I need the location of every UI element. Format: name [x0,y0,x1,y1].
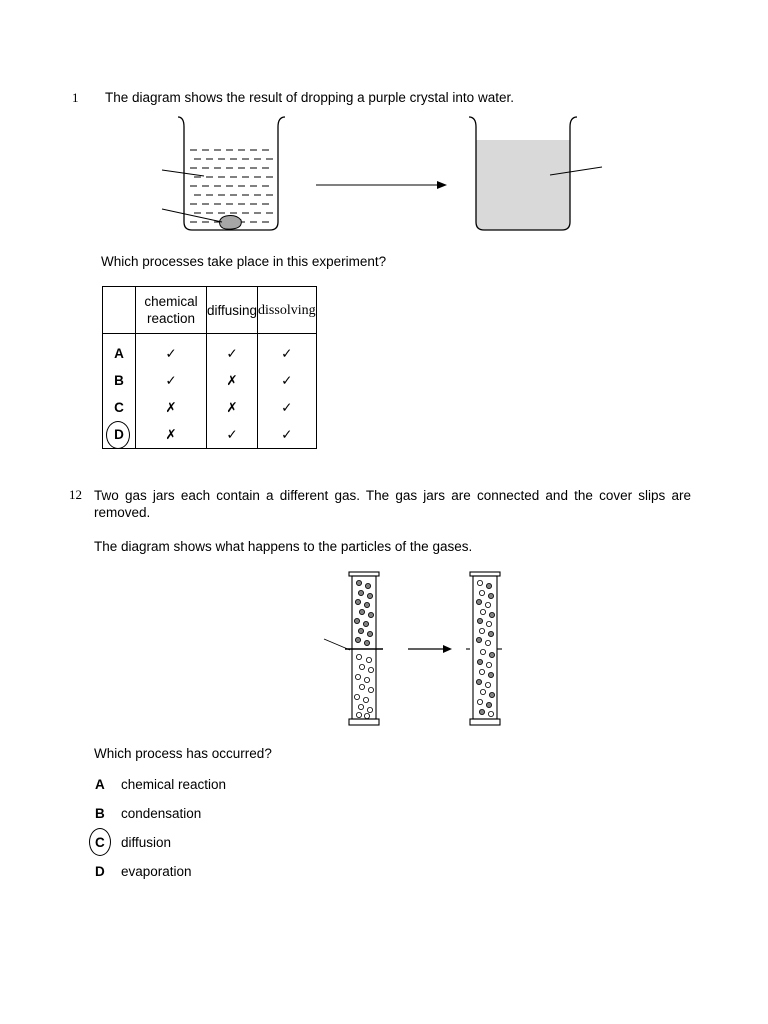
row-letter-text: D [114,427,124,442]
answer-circle [106,421,130,449]
particle-dark [354,618,359,623]
header-dissolving: dissolving [258,287,317,334]
mark-cell: ✗ [136,394,207,421]
mark-cell: ✗ [207,394,258,421]
particle-dark [476,679,481,684]
option-b[interactable] [95,805,201,823]
mark-cell: ✓ [258,334,317,368]
row-letter [103,421,136,449]
row-letter: C [103,394,136,421]
particle-dark [367,593,372,598]
particle-light [480,609,485,614]
particle-dark [365,583,370,588]
option-letter: D [95,864,105,879]
particle-light [486,621,491,626]
gas-jars-diagram [0,0,768,200]
particle-dark [364,602,369,607]
question-1-prompt: Which processes take place in this experiment? [101,254,387,269]
particle-dark [359,609,364,614]
particle-light [479,628,484,633]
table-row [103,394,317,421]
particle-dark [488,672,493,677]
option-letter-text: C [95,835,105,850]
mark-cell: ✓ [258,421,317,449]
particle-light [359,684,364,689]
particle-light [356,712,361,717]
question-1-text: The diagram shows the result of dropping a purple crystal into water. [105,90,514,105]
table-corner [103,287,136,334]
particle-light [477,580,482,585]
label-line-cover [324,639,350,650]
purple-crystal [220,216,242,230]
question-1-number: 1 [72,90,79,105]
particle-light [355,674,360,679]
mark-cell: ✓ [207,334,258,368]
particle-light [479,590,484,595]
header-diffusing: diffusing [207,287,258,334]
row-letter: A [103,334,136,368]
particle-dark [486,702,491,707]
table-row [103,421,317,449]
particle-light [358,704,363,709]
table-row [103,367,317,394]
particle-light [485,682,490,687]
question-12-text: Two gas jars each contain a different gas. The gas jars are connected and the cover slips are removed. [94,488,691,520]
mark-cell: ✗ [207,367,258,394]
option-c[interactable] [95,834,171,852]
particle-dark [489,652,494,657]
particle-light [359,664,364,669]
particle-dark [363,621,368,626]
option-letter: A [95,777,105,792]
header-chemical-reaction: chemical reaction [136,287,207,334]
option-text: condensation [121,806,202,821]
mark-cell: ✓ [136,367,207,394]
question-12-number: 12 [69,487,82,502]
particle-dark [364,640,369,645]
particle-light [366,657,371,662]
particle-dark [358,628,363,633]
mark-cell: ✓ [258,367,317,394]
particle-light [368,667,373,672]
particle-dark [356,580,361,585]
particle-light [480,689,485,694]
particle-light [363,697,368,702]
particle-dark [477,659,482,664]
particle-light [368,687,373,692]
particle-dark [477,618,482,623]
particle-light [480,649,485,654]
particle-light [485,602,490,607]
particle-dark [368,612,373,617]
particle-light [364,677,369,682]
options-table [102,286,317,449]
mark-cell: ✗ [136,421,207,449]
option-letter [95,834,121,852]
option-letter: B [95,806,105,821]
option-text: chemical reaction [121,777,227,792]
particle-light [364,713,369,718]
row-letter: B [103,367,136,394]
label-line-crystal [162,209,222,222]
particle-dark [476,637,481,642]
particle-dark [488,593,493,598]
particle-light [477,699,482,704]
particle-light [486,662,491,667]
particle-light [485,640,490,645]
particle-dark [489,612,494,617]
mark-cell: ✓ [258,394,317,421]
particle-dark [476,599,481,604]
particle-dark [488,631,493,636]
particle-light [488,711,493,716]
particle-light [356,654,361,659]
option-text: evaporation [121,864,192,879]
particle-light [479,669,484,674]
particle-light [367,707,372,712]
mark-cell: ✓ [207,421,258,449]
question-12-caption: The diagram shows what happens to the particles of the gases. [94,539,473,554]
answer-circle [89,828,111,856]
option-d[interactable] [95,863,192,881]
table-row [103,334,317,368]
particle-dark [355,599,360,604]
particle-dark [486,583,491,588]
particle-dark [355,637,360,642]
particle-dark [489,692,494,697]
question-12-prompt: Which process has occurred? [94,746,272,761]
particle-dark [479,709,484,714]
particle-dark [367,631,372,636]
option-text: diffusion [121,835,172,850]
mark-cell: ✓ [136,334,207,368]
option-a[interactable] [95,776,226,794]
particle-dark [358,590,363,595]
particle-light [354,694,359,699]
